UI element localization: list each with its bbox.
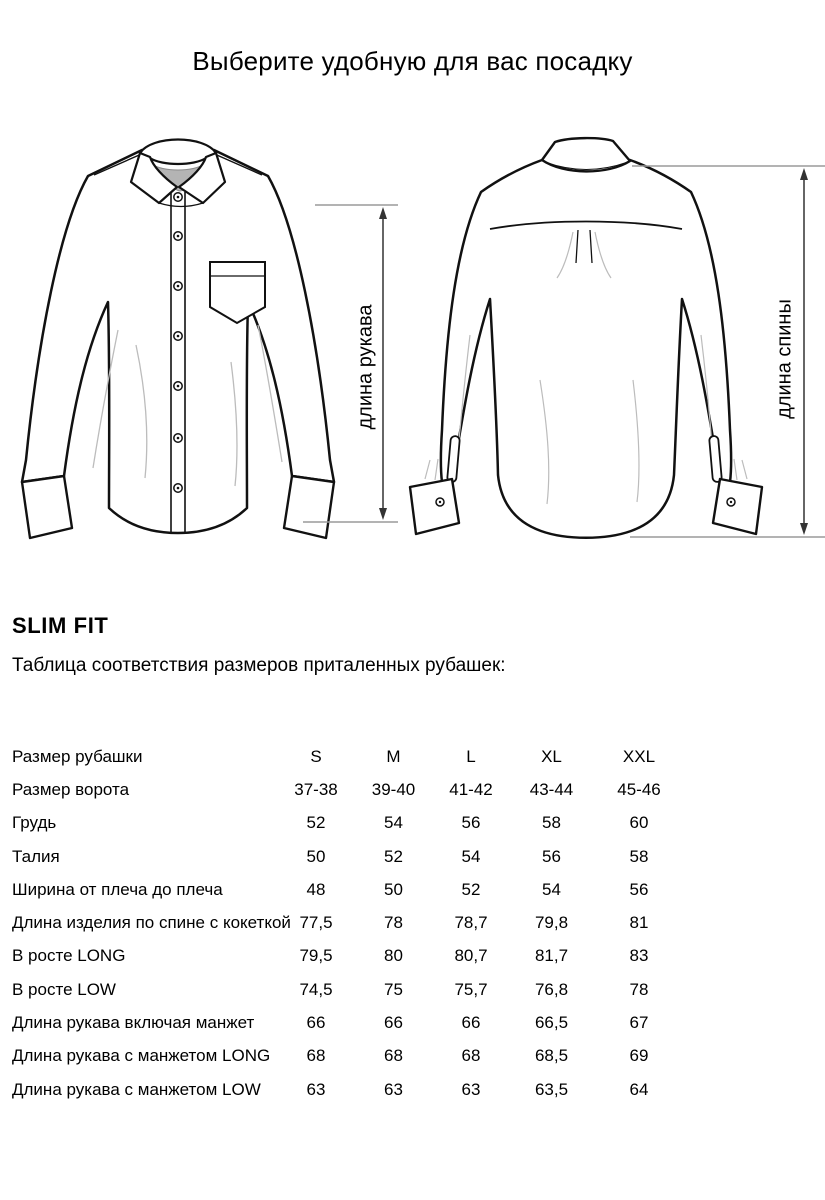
size-table-cell: 58 — [629, 846, 649, 866]
size-table-cell: 54 — [384, 813, 403, 833]
page-title: Выберите удобную для вас посадку — [192, 46, 633, 76]
size-table-row — [12, 1073, 684, 1106]
size-table-cell: L — [466, 746, 476, 766]
size-table-cell: 66 — [384, 1013, 403, 1033]
size-table-cell: 52 — [384, 846, 403, 866]
size-table-row — [12, 1040, 684, 1073]
size-table-cell: 56 — [542, 846, 561, 866]
size-table-cell: 52 — [306, 813, 326, 833]
size-table-cell: 76,8 — [534, 979, 569, 999]
size-table-cell: 60 — [629, 813, 649, 833]
size-table-cell: 83 — [629, 946, 649, 966]
size-table-cell: 75 — [384, 979, 403, 999]
size-table-cell: M — [386, 746, 401, 766]
size-table-row — [12, 940, 684, 973]
back-shirt-drawing — [410, 138, 762, 538]
size-table-row — [12, 740, 684, 773]
size-table-row-label: Ширина от плеча до плеча — [12, 879, 223, 899]
size-table-cell: 63 — [461, 1079, 481, 1099]
size-table-cell: 66,5 — [534, 1013, 569, 1033]
size-table-row-label: В росте LOW — [12, 979, 116, 999]
front-shirt-drawing — [22, 140, 334, 539]
size-table-cell: 78 — [384, 913, 403, 933]
size-table-cell: S — [310, 746, 322, 766]
size-table-cell: 63 — [306, 1079, 326, 1099]
size-table-row — [12, 1006, 684, 1039]
size-table-cell: 58 — [542, 813, 561, 833]
size-table-cell: 68 — [461, 1046, 481, 1066]
size-table-cell: XXL — [622, 746, 656, 766]
size-table-row — [12, 807, 684, 840]
size-table — [12, 740, 684, 1106]
size-table-cell: 43-44 — [529, 779, 574, 799]
size-table-cell: 77,5 — [299, 913, 333, 933]
size-table-cell: 50 — [306, 846, 326, 866]
size-table-cell: 63,5 — [534, 1079, 569, 1099]
size-table-cell: 69 — [629, 1046, 649, 1066]
size-table-cell: 67 — [629, 1013, 649, 1033]
size-table-cell: 75,7 — [454, 979, 488, 999]
size-table-cell: 66 — [461, 1013, 481, 1033]
back-length-label: длина спины — [773, 299, 796, 419]
size-table-cell: 52 — [461, 879, 481, 899]
size-table-row-label: Длина рукава включая манжет — [12, 1013, 255, 1033]
size-table-row-label: Длина рукава с манжетом LOW — [12, 1079, 261, 1099]
size-table-row-label: Размер ворота — [12, 779, 130, 799]
size-table-cell: 50 — [384, 879, 403, 899]
size-table-cell: 54 — [461, 846, 481, 866]
size-table-cell: 81 — [629, 913, 649, 933]
size-table-cell: 56 — [629, 879, 649, 899]
section-heading: SLIM FIT — [12, 613, 109, 638]
size-table-row — [12, 973, 684, 1006]
size-table-cell: 45-46 — [617, 779, 661, 799]
size-table-cell: 79,8 — [534, 913, 569, 933]
table-caption: Таблица соответствия размеров приталенных рубашек: — [12, 655, 506, 676]
size-table-cell: 56 — [461, 813, 481, 833]
size-table-cell: 63 — [384, 1079, 403, 1099]
size-table-row-label: Грудь — [12, 813, 57, 833]
size-table-cell: 54 — [542, 879, 561, 899]
size-table-row-label: Длина изделия по спине с кокеткой — [12, 913, 291, 933]
size-table-cell: 80 — [384, 946, 403, 966]
size-table-cell: 80,7 — [454, 946, 488, 966]
size-table-cell: 68 — [306, 1046, 326, 1066]
size-table-cell: XL — [541, 746, 562, 766]
size-table-row-label: Талия — [12, 846, 60, 866]
size-table-row — [12, 873, 684, 906]
size-table-cell: 78 — [629, 979, 649, 999]
size-table-row-label: Размер рубашки — [12, 746, 143, 766]
size-table-cell: 74,5 — [299, 979, 333, 999]
size-table-row — [12, 840, 684, 873]
size-table-row — [12, 906, 684, 939]
size-table-cell: 37-38 — [294, 779, 338, 799]
size-table-cell: 79,5 — [299, 946, 333, 966]
size-table-row-label: Длина рукава с манжетом LONG — [12, 1046, 271, 1066]
size-table-cell: 81,7 — [534, 946, 569, 966]
shirt-diagram — [0, 130, 825, 560]
size-table-cell: 64 — [629, 1079, 649, 1099]
size-table-cell: 39-40 — [371, 779, 416, 799]
size-table-cell: 41-42 — [449, 779, 493, 799]
size-table-cell: 78,7 — [454, 913, 488, 933]
size-table-cell: 66 — [306, 1013, 326, 1033]
size-table-cell: 68,5 — [534, 1046, 569, 1066]
size-table-cell: 48 — [306, 879, 326, 899]
size-table-row-label: В росте LONG — [12, 946, 126, 966]
size-table-row — [12, 773, 684, 806]
size-table-cell: 68 — [384, 1046, 403, 1066]
sleeve-length-label: длина рукава — [354, 304, 377, 430]
